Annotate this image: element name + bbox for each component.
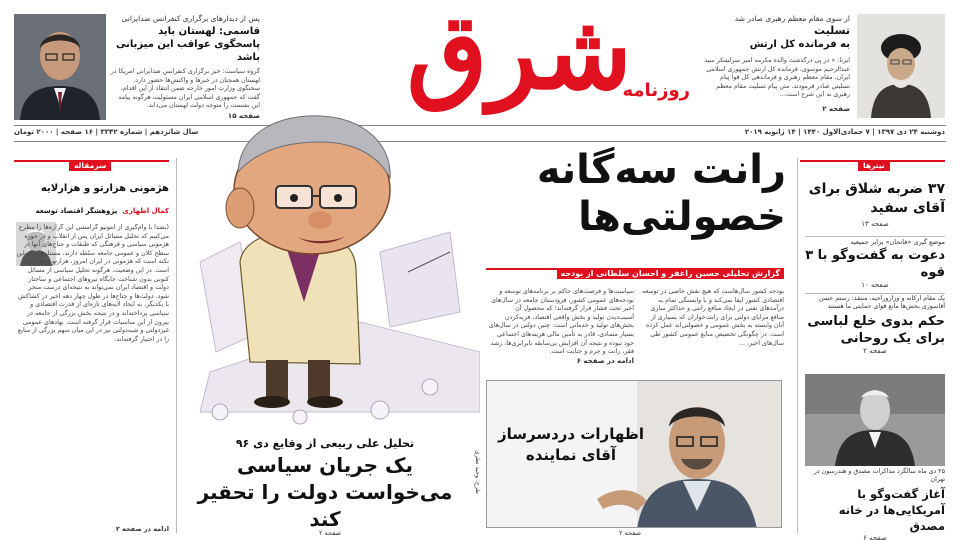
news-item-4-page[interactable]: صفحه ۶ (863, 534, 887, 540)
column-separator (176, 158, 177, 533)
top-right-body: ایرنا: « در پی درگذشت والده مکرمه امیر سرلشکر سید عبدالرحیم موسوی، فرمانده کل ارتش جمهوری اسلامی ایران، مقام معظم رهبری و فرماندهی کل قوا پیام تسلیتی صادر فرمودند. متن پیام تسلیت مقام معظم رهبری به این شرح است... (704, 57, 850, 99)
masthead-rule (14, 125, 946, 126)
newspaper-logo (268, 0, 692, 120)
editorial-label: سرمقاله (69, 160, 111, 171)
editorial-author: کمال اطهاری (122, 207, 169, 215)
main-story-col-1: سیاست‌ها و فرصت‌های حاکم بر برنامه‌های توسعه و بودجه‌های عمومی کشور، فرودستان جامعه در سال‌های اخیر تحت فشار قرار گرفته‌اند؛ که محصول آن آسیب‌دیدن تولید و بخش واقعی اقتصاد، فربه‌کردن بخش‌های تولید و خدماتی است. چنین دولتی در سال‌های بسیار متمادی، قادر به تأمین مالی هزینه‌های اجتماعی خود نبوده و نتیجه آن افزایش بی‌سابقه نابرابری‌ها، رشد فقر، رانت و جرم و جنایت است. (488, 288, 634, 356)
caricature-illustration (180, 112, 480, 440)
news-item-3-page[interactable]: صفحه ۲ (863, 347, 887, 355)
main-headline-line1[interactable]: رانت سه‌گانه (536, 147, 786, 193)
news-item-4-title[interactable]: آغاز گفت‌وگو با آمریکایی‌ها در خانه مصدق (838, 487, 945, 533)
bottom-mid-headline-line2[interactable]: آقای نماینده (525, 446, 617, 464)
news-item-1-page[interactable]: صفحه ۱۳ (861, 220, 889, 228)
main-headline-line2[interactable]: خصولتی‌ها (578, 194, 786, 240)
news-item-2-kicker: موضع گیری «فاتحان» برابر جمیعیه (850, 238, 945, 246)
right-column-label: نیترها (858, 160, 890, 171)
top-right-kicker: از سوی مقام معظم رهبری صادر شد (734, 14, 850, 23)
main-subhead-bar (486, 268, 784, 282)
issue-line: سال شانزدهم | شماره ۳۳۴۲ | ۱۶ صفحه | ۲۰۰۰ تومان (14, 128, 199, 136)
center-feature-kicker: تحلیل علی ربیعی از وقایع دی ۹۶ (235, 437, 415, 450)
portrait-photo-spokesman (14, 14, 106, 120)
top-right-subtitle[interactable]: به فرمانده کل ارتش (749, 39, 850, 50)
main-subhead: گزارش تحلیلی حسین راغفر و احسان سلطانی از بودجه (557, 268, 784, 279)
divider (805, 293, 945, 294)
news-item-2-title[interactable]: دعوت به گفت‌وگو با ۳ قوه (805, 248, 945, 280)
logo-wordmark: شرق (406, 0, 632, 113)
photo-mosaddegh (805, 374, 945, 466)
top-right-page-ref[interactable]: صفحه ۲ (822, 105, 850, 113)
center-feature-headline-line2[interactable]: می‌خواست دولت را تحقیر کند (197, 480, 453, 531)
date-line: دوشنبه ۲۴ دی ۱۳۹۷ | ۷ جمادی‌الاول ۱۴۴۰ | ۱۴ ژانویه ۲۰۱۹ (744, 128, 945, 136)
news-item-3-title[interactable]: حکم بدوی خلع لباسی برای یک روحانی (807, 314, 945, 346)
bottom-mid-page-ref[interactable]: صفحه ۲ (618, 529, 642, 537)
center-feature-page-ref[interactable]: صفحه ۲ (318, 529, 342, 537)
masthead-rule-bottom (14, 141, 946, 142)
top-left-page-ref[interactable]: صفحه ۱۵ (227, 112, 260, 120)
news-item-2-page[interactable]: صفحه ۱۰ (861, 281, 889, 289)
divider (805, 236, 945, 237)
top-left-body: گروه سیاست: خبر برگزاری کنفرانس ضدایرانی آمریکا در لهستان همچنان در خبرها و واکنش‌ها حضور دارد. سخنگوی وزارت امور خارجه ضمن انتقاد از این اقدام، گفت که جمهوری اسلامی ایران مسئولیت هرگونه پیامد این نشست را متوجه دولت لهستان می‌داند. (110, 68, 260, 110)
top-left-title[interactable]: قاسمی: لهستان باید پاسخگوی عواقب این میزبانی باشد (116, 26, 260, 63)
logo-subtitle: روزنامه (622, 80, 690, 101)
column-separator (797, 158, 798, 533)
news-item-1-title[interactable]: ۳۷ ضربه شلاق برای آقای سفید (808, 181, 945, 216)
top-left-kicker: پس از دیدارهای برگزاری کنفرانس ضدایرانی (121, 14, 260, 23)
news-item-4-kicker: ۲۵ دی ماه سالگرد مذاکرات مصدق و هندرسون در تهران (813, 468, 945, 483)
editorial-title[interactable]: هژمونی هزارتو و هزارلایه (40, 183, 169, 194)
editorial-author-role: پژوهشگر اقتصاد توسعه (35, 207, 118, 215)
illustrator-credit: طرح: وحید نظری (474, 450, 481, 494)
editorial-body: (بشدا با وام‌گیری از آنتونیو گرامشی این گزاره‌ها را مطرح می‌کنیم که تحلیل مسائل ایران پس از انقلاب و در حوزه هژمونی سیاسی و فرهنگی که طبقات و جناح‌های آنها در سطح کلان و عمومی جامعه سلطه دارند، مستلزم درک این نکته است که هژمونی در ایران امروز، هزارتو و هزارلایه است. در این وضعیت، هرگونه تحلیل سیاسی از مسائل کنونی بدون شناخت جایگاه نیروهای اجتماعی و ساختار دولت و اقتصاد ایران نمی‌تواند به نتیجه‌ای درست منجر شود. دولت‌ها و جناح‌ها در طول چهار دهه اخیر در کشاکش با یکدیگر، به ایجاد لایه‌های تازه‌ای از قدرت اقتصادی و سیاسی پرداخته‌اند و در نتیجه بخش بزرگی از جامعه در بیرون از این مناسبات قرار گرفته است. نهادهای عمومی غیردولتی و شبه‌دولتی نیز در این میان سهم بزرگی از منابع را در اختیار گرفته‌اند. (16, 224, 169, 343)
center-feature-headline-line1[interactable]: یک جریان سیاسی (236, 453, 414, 477)
editorial-label-bar (14, 160, 169, 172)
editorial-read-more[interactable]: ادامه در صفحه ۲ (115, 525, 169, 533)
main-story-col-2: بودجه کشور سال‌هاست که هیچ نقش خاصی در توسعه اقتصادی کشور ایفا نمی‌کند و با وابستگی تمام به درآمدهای نفتی در ایجاد منافع رانتی و حداکثر سازی منافع مزایای دولتی برای رانت‌خواران که بسیاری از آنان وابسته به بخش عمومی و خصولتی‌اند عمل کرده است. در چگونگی تخصیص منابع عمومی کشور طی سال‌های اخیر، ... (641, 288, 784, 347)
right-column-label-bar (800, 160, 945, 172)
bottom-mid-headline-line1[interactable]: اظهارات دردسرساز (497, 425, 644, 443)
portrait-photo-leader (857, 14, 945, 118)
main-story-read-more[interactable]: ادامه در صفحه ۶ (576, 357, 634, 365)
news-item-3-kicker: یک مقام ارکانه و وزارو‌راحیه، منتقد: رستم حسن آقاسوزی بخش‌ها مانع قوای حمایتی ما هستند (818, 295, 945, 310)
top-right-title[interactable]: تسلیت (814, 24, 850, 37)
